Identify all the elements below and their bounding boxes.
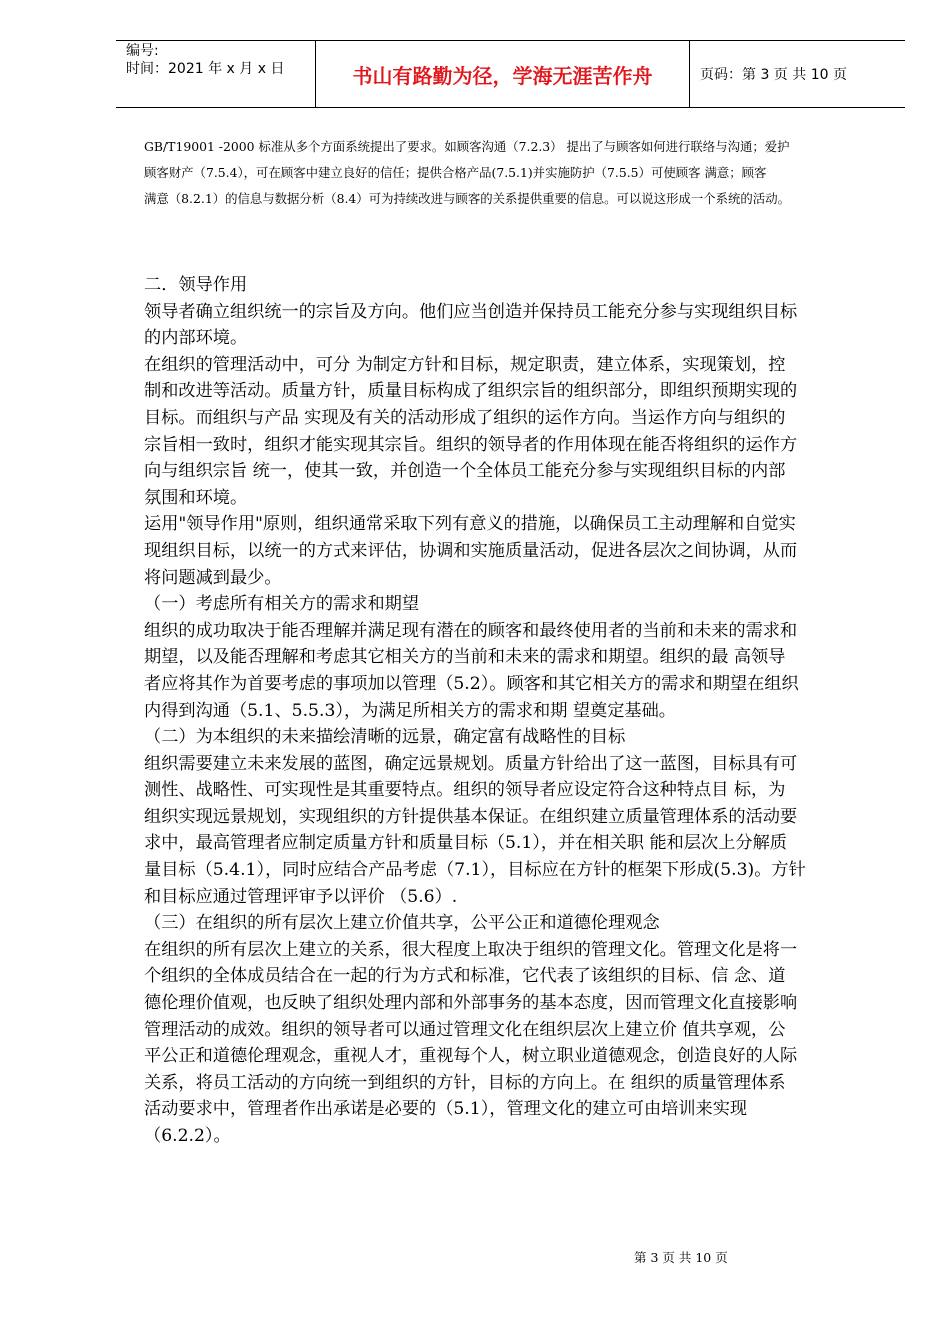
body-line: 活动要求中，管理者作出承诺是必要的（5.1），管理文化的建立可由培训来实现 [144, 1099, 748, 1120]
body-line: 宗旨相一致时，组织才能实现其宗旨。组织的领导者的作用体现在能否将组织的运作方 [144, 434, 798, 455]
body-line: 制和改进等活动。质量方针，质量目标构成了组织宗旨的组织部分，即组织预期实现的 [144, 381, 798, 402]
body-line: 求中，最高管理者应制定质量方针和质量目标（5.1），并在相关职 能和层次上分解质 [144, 833, 787, 854]
body-line: 的内部环境。 [144, 328, 248, 349]
body-line: 期望，以及能否理解和考虑其它相关方的当前和未来的需求和期望。组织的最 高领导 [144, 647, 786, 668]
header-motto: 书山有路勤为径，学海无涯苦作舟 [316, 41, 690, 107]
body-line: 将问题减到最少。 [144, 567, 282, 588]
body-line: 和目标应通过管理评审予以评价 （5.6）. [144, 886, 458, 907]
header-page-info: 页码：第 3 页 共 10 页 [700, 67, 847, 83]
intro-line: 顾客财产（7.5.4），可在顾客中建立良好的信任；提供合格产品(7.5.1)并实施防护（7.5.5）可使顾客 满意；顾客 [144, 165, 767, 180]
body-line: 测性、战略性、可实现性是其重要特点。组织的领导者应设定符合这种特点目 标，为 [144, 780, 786, 801]
body-line: 个组织的全体成员结合在一起的行为方式和标准，它代表了该组织的目标、信 念、道 [144, 966, 786, 987]
body-line: 管理活动的成效。组织的领导者可以通过管理文化在组织层次上建立价 值共享观，公 [144, 1019, 786, 1040]
body-line: 德伦理价值观，也反映了组织处理内部和外部事务的基本态度，因而管理文化直接影响 [144, 993, 798, 1014]
intro-line: GB/T19001 -2000 标准从多个方面系统提出了要求。如顾客沟通（7.2.3） 提出了与顾客如何进行联络与沟通；爱护 [144, 139, 790, 154]
body-line: （6.2.2）。 [144, 1126, 231, 1146]
body-line: 量目标（5.4.1），同时应结合产品考虑（7.1），目标应在方针的框架下形成(5.3)。方针 [144, 860, 806, 881]
body-line: 平公正和道德伦理观念，重视人才，重视每个人，树立职业道德观念，创造良好的人际 [144, 1046, 798, 1067]
body-line: 领导者确立组织统一的宗旨及方向。他们应当创造并保持员工能充分参与实现组织目标 [144, 301, 798, 322]
body-line: 现组织目标，以统一的方式来评估，协调和实施质量活动，促进各层次之间协调，从而 [144, 540, 798, 561]
body-line: 内得到沟通（5.1、5.5.3），为满足所相关方的需求和期 望奠定基础。 [144, 700, 676, 721]
body-line: 向与组织宗旨 统一，使其一致，并创造一个全体员工能充分参与实现组织目标的内部 [144, 461, 786, 482]
header-meta [116, 41, 316, 107]
body-line: 组织实现远景规划，实现组织的方针提供基本保证。在组织建立质量管理体系的活动要 [144, 806, 798, 827]
body-line: 在组织的所有层次上建立的关系，很大程度上取决于组织的管理文化。管理文化是将一 [144, 939, 798, 960]
body-line: （三）在组织的所有层次上建立价值共享，公平公正和道德伦理观念 [144, 913, 660, 934]
intro-paragraph [144, 134, 904, 212]
page-header [116, 40, 905, 108]
body-text [144, 272, 884, 1150]
body-line: （二）为本组织的未来描绘清晰的远景，确定富有战略性的目标 [144, 727, 626, 748]
section-heading: 二．领导作用 [144, 275, 248, 295]
body-line: 关系，将员工活动的方向统一到组织的方针，目标的方向上。在 组织的质量管理体系 [144, 1072, 786, 1093]
body-line: 在组织的管理活动中，可分 为制定方针和目标，规定职责，建立体系，实现策划，控 [144, 354, 786, 375]
body-line: （一）考虑所有相关方的需求和期望 [144, 594, 420, 615]
time-label: 时间：2021 年 x 月 x 日 [126, 61, 285, 77]
number-label: 编号: [126, 43, 159, 59]
body-line: 目标。而组织与产品 实现及有关的活动形成了组织的运作方向。当运作方向与组织的 [144, 407, 786, 428]
body-line: 运用"领导作用"原则，组织通常采取下列有意义的措施，以确保员工主动理解和自觉实 [144, 514, 796, 535]
page-footer: 第 3 页 共 10 页 [634, 1250, 728, 1265]
body-line: 者应将其作为首要考虑的事项加以管理（5.2）。顾客和其它相关方的需求和期望在组织 [144, 673, 799, 694]
body-line: 组织的成功取决于能否理解并满足现有潜在的顾客和最终使用者的当前和未来的需求和 [144, 620, 798, 641]
body-line: 氛围和环境。 [144, 487, 248, 508]
intro-line: 满意（8.2.1）的信息与数据分析（8.4）可为持续改进与顾客的关系提供重要的信息。可以说这形成一个系统的活动。 [144, 191, 790, 206]
body-line: 组织需要建立未来发展的蓝图，确定远景规划。质量方针给出了这一蓝图，目标具有可 [144, 753, 798, 774]
